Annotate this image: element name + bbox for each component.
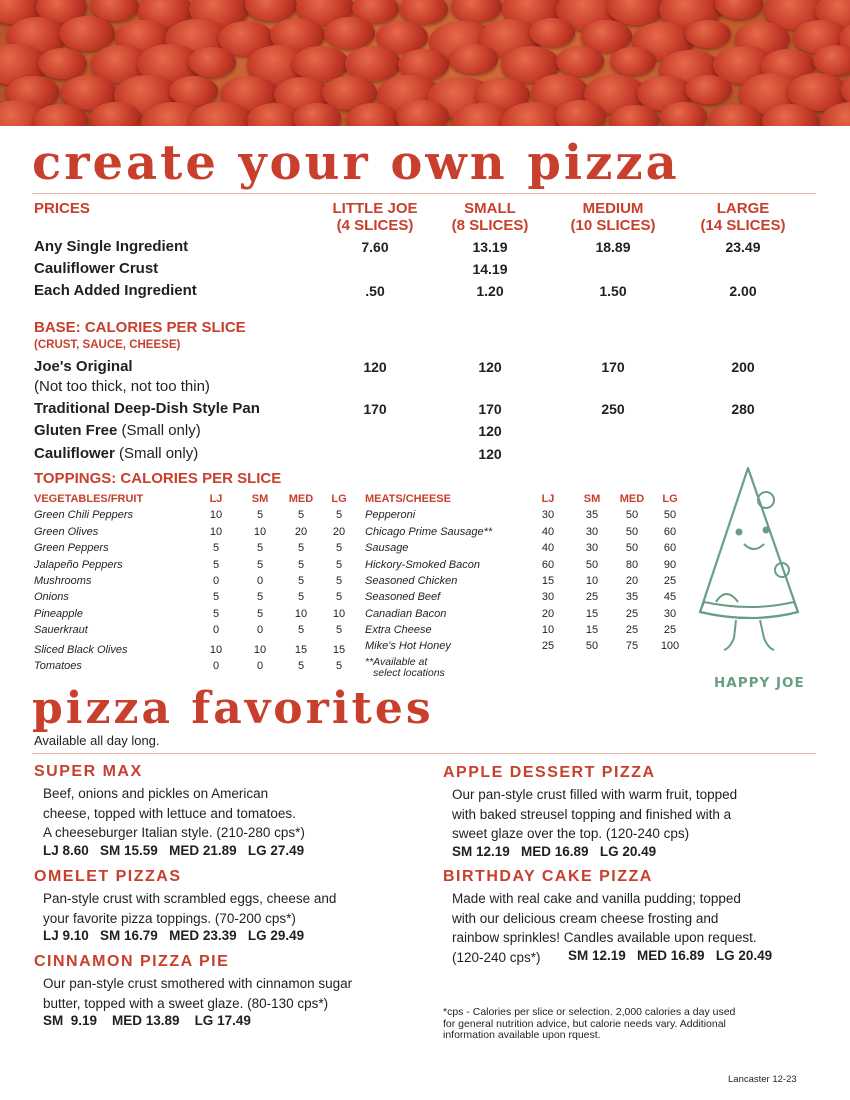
topping-name: Extra Cheese [365, 624, 432, 636]
favorite-description: Beef, onions and pickles on American [43, 786, 269, 801]
base-row-note: (Small only) [114, 445, 199, 462]
topping-calories: 90 [663, 559, 677, 571]
price-value: 14.19 [472, 261, 508, 277]
size-name-1: SMALL [464, 200, 516, 217]
base-value: 120 [478, 359, 502, 375]
pepperoni-slice [188, 47, 236, 77]
topping-calories: 25 [663, 624, 677, 636]
favorite-description: Our pan-style crust smothered with cinnamon sugar [43, 976, 353, 991]
topping-calories: 35 [625, 591, 639, 603]
topping-name: Pepperoni [365, 509, 416, 521]
base-value: 120 [478, 446, 502, 462]
topping-calories: 25 [585, 591, 599, 603]
favorite-description: your favorite pizza toppings. (70-200 cps*) [43, 910, 296, 926]
price-value: 23.49 [725, 239, 761, 255]
base-row-label: Traditional Deep-Dish Style Pan [34, 400, 260, 417]
base-row-label: Joe's Original [34, 358, 133, 375]
toppings-size-header: SM [251, 493, 269, 505]
topping-calories: 10 [209, 526, 223, 538]
size-name-3: LARGE [716, 200, 770, 217]
price-value: .50 [365, 283, 385, 299]
size-name-2: MEDIUM [582, 200, 644, 217]
pepperoni-slice [556, 46, 604, 76]
topping-calories: 5 [297, 575, 305, 587]
topping-name: Jalapeño Peppers [34, 559, 123, 571]
divider [32, 753, 816, 754]
favorite-description: butter, topped with a sweet glaze. (80-130 cps*) [43, 995, 329, 1011]
topping-calories: 20 [332, 526, 346, 538]
topping-calories: 5 [335, 575, 343, 587]
topping-name: Mike's Hot Honey [365, 640, 451, 652]
topping-calories: 5 [212, 591, 220, 603]
topping-calories: 40 [541, 526, 555, 538]
pepperoni-hero-image [0, 0, 850, 126]
favorite-title: OMELET PIZZAS [34, 868, 182, 885]
topping-calories: 0 [256, 624, 264, 636]
favorite-prices: LJ 8.60 SM 15.59 MED 21.89 LG 27.49 [43, 842, 305, 858]
topping-calories: 10 [541, 624, 555, 636]
footnote-line: *cps - Calories per slice or selection. 2,000 calories a day used [443, 1006, 736, 1018]
base-value: 120 [363, 359, 387, 375]
base-subheader: (CRUST, SAUCE, CHEESE) [34, 339, 181, 351]
topping-calories: 5 [212, 542, 220, 554]
favorite-prices: LJ 9.10 SM 16.79 MED 23.39 LG 29.49 [43, 928, 305, 943]
topping-name: Sliced Black Olives [34, 644, 128, 656]
price-value: 13.19 [472, 239, 508, 255]
topping-calories: 5 [256, 559, 264, 571]
topping-calories: 0 [212, 660, 220, 672]
topping-calories: 35 [585, 509, 599, 521]
base-row-note: (Small only) [117, 422, 201, 439]
size-slices-3: (14 SLICES) [700, 217, 786, 234]
favorite-description: cheese, topped with lettuce and tomatoes. [43, 805, 296, 821]
topping-calories: 25 [625, 608, 639, 620]
topping-calories: 30 [663, 608, 677, 620]
topping-name: Canadian Bacon [365, 608, 447, 620]
topping-calories: 15 [585, 608, 599, 620]
topping-calories: 60 [663, 526, 677, 538]
favorite-description: rainbow sprinkles! Candles available upon request. [452, 930, 757, 945]
topping-name: Onions [34, 591, 69, 603]
base-value: 170 [478, 401, 502, 417]
topping-calories: 50 [625, 526, 639, 538]
topping-calories: 25 [663, 575, 677, 587]
price-row-label: Any Single Ingredient [34, 238, 189, 255]
topping-calories: 45 [663, 591, 677, 603]
topping-name: Green Peppers [34, 542, 109, 554]
toppings-size-header: LG [662, 493, 678, 505]
pepperoni-slice [449, 44, 498, 74]
topping-calories: 25 [541, 640, 555, 652]
pepperoni-slice [685, 20, 731, 49]
topping-calories: 10 [253, 526, 267, 538]
favorite-title: SUPER MAX [34, 763, 143, 780]
base-row-label: (Not too thick, not too thin) [34, 378, 210, 395]
topping-calories: 60 [541, 559, 555, 571]
pepperoni-slice [813, 45, 850, 75]
price-value: 1.50 [599, 283, 627, 299]
size-slices-2: (10 SLICES) [570, 217, 656, 234]
favorite-title: APPLE DESSERT PIZZA [443, 764, 656, 781]
topping-calories: 50 [585, 559, 599, 571]
favorite-prices: SM 12.19 MED 16.89 LG 20.49 [452, 843, 657, 859]
pepperoni-slice [555, 100, 606, 126]
base-value: 250 [601, 401, 625, 417]
topping-calories: 5 [335, 591, 343, 603]
topping-calories: 10 [585, 575, 599, 587]
topping-calories: 5 [297, 559, 305, 571]
pepperoni-slice [292, 46, 349, 81]
topping-calories: 15 [585, 624, 599, 636]
toppings-col-header: MEATS/CHEESE [365, 493, 451, 505]
meat-footnote-2: select locations [373, 667, 445, 679]
favorite-title: CINNAMON PIZZA PIE [34, 953, 230, 970]
favorite-description: with baked streusel topping and finished with a [452, 806, 732, 822]
topping-calories: 80 [625, 559, 639, 571]
topping-calories: 20 [625, 575, 639, 587]
favorite-description: Made with real cake and vanilla pudding; topped [452, 891, 741, 906]
size-name-0: LITTLE JOE [332, 200, 418, 217]
topping-calories: 5 [297, 509, 305, 521]
topping-calories: 100 [660, 640, 680, 652]
topping-name: Mushrooms [34, 575, 92, 587]
pepperoni-slice [324, 17, 375, 49]
price-value: 7.60 [361, 239, 389, 255]
topping-calories: 30 [585, 526, 599, 538]
size-slices-0: (4 SLICES) [336, 217, 414, 234]
price-value: 1.20 [476, 283, 504, 299]
favorite-description: Pan-style crust with scrambled eggs, cheese and [43, 891, 337, 906]
topping-calories: 0 [256, 575, 264, 587]
footnote-line: for general nutrition advice, but calorie needs vary. Additional [443, 1017, 726, 1030]
topping-calories: 30 [585, 542, 599, 554]
location-footer: Lancaster 12-23 [728, 1074, 797, 1085]
price-value: 18.89 [595, 239, 631, 255]
pepperoni-slice [293, 103, 341, 126]
base-row-label: Cauliflower (Small only) [34, 445, 199, 462]
pepperoni-slice [660, 102, 707, 126]
topping-calories: 0 [212, 624, 220, 636]
topping-calories: 5 [297, 624, 305, 636]
meat-footnote-1: **Available at [365, 656, 428, 668]
favorite-prices: SM 9.19 MED 13.89 LG 17.49 [43, 1013, 251, 1028]
size-slices-1: (8 SLICES) [451, 217, 529, 234]
topping-calories: 10 [209, 644, 223, 656]
topping-calories: 10 [294, 608, 308, 620]
topping-calories: 15 [294, 644, 308, 656]
pepperoni-slice [59, 16, 115, 51]
toppings-size-header: LJ [209, 493, 223, 505]
topping-calories: 5 [212, 559, 220, 571]
topping-calories: 60 [663, 542, 677, 554]
pepperoni-slice [685, 75, 732, 104]
pepperoni-slice [396, 100, 449, 126]
favorite-description: A cheeseburger Italian style. (210-280 cps*) [43, 825, 305, 840]
toppings-size-header: MED [619, 493, 645, 505]
topping-calories: 10 [253, 644, 267, 656]
topping-calories: 15 [541, 575, 555, 587]
pepperoni-slice [38, 48, 87, 79]
topping-name: Seasoned Chicken [365, 575, 458, 587]
happy-joe-label: HAPPY JOE [714, 675, 805, 691]
divider [32, 193, 816, 194]
toppings-size-header: LJ [541, 493, 555, 505]
topping-name: Sausage [365, 542, 409, 554]
topping-calories: 5 [256, 509, 264, 521]
footnote-line: information available upon rquest. [443, 1029, 601, 1041]
topping-calories: 5 [256, 542, 264, 554]
topping-name: Seasoned Beef [365, 591, 441, 603]
topping-calories: 25 [625, 624, 639, 636]
base-value: 200 [731, 359, 755, 375]
toppings-size-header: LG [331, 493, 347, 505]
topping-calories: 5 [297, 660, 305, 672]
price-row-label: Each Added Ingredient [34, 282, 197, 299]
favorite-description: sweet glaze over the top. (120-240 cps) [452, 826, 690, 841]
topping-calories: 50 [625, 542, 639, 554]
topping-name: Tomatoes [34, 660, 82, 672]
base-value: 170 [601, 359, 625, 375]
favorite-prices: SM 12.19 MED 16.89 LG 20.49 [568, 947, 773, 963]
topping-calories: 40 [541, 542, 555, 554]
topping-name: Green Olives [34, 526, 99, 538]
topping-calories: 75 [625, 640, 639, 652]
pizza-favorites-title: pizza favorites [32, 683, 434, 734]
topping-name: Sauerkraut [34, 624, 88, 636]
topping-calories: 20 [294, 526, 308, 538]
topping-calories: 30 [541, 591, 555, 603]
base-row-label: Gluten Free (Small only) [34, 422, 201, 439]
topping-name: Hickory-Smoked Bacon [365, 559, 480, 571]
topping-calories: 15 [332, 644, 346, 656]
pepperoni-slice [347, 103, 399, 126]
toppings-size-header: SM [583, 493, 601, 505]
pepperoni-slice [451, 0, 501, 22]
topping-calories: 5 [256, 591, 264, 603]
create-your-own-title: create your own pizza [32, 135, 680, 191]
favorites-subtitle: Available all day long. [34, 733, 160, 748]
topping-calories: 5 [256, 608, 264, 620]
topping-calories: 50 [663, 509, 677, 521]
toppings-header: TOPPINGS: CALORIES PER SLICE [34, 470, 282, 487]
favorite-title: BIRTHDAY CAKE PIZZA [443, 868, 653, 885]
pepperoni-slice [610, 105, 659, 126]
topping-calories: 5 [297, 591, 305, 603]
topping-calories: 5 [212, 608, 220, 620]
topping-name: Chicago Prime Sausage** [365, 526, 493, 538]
pepperoni-slice [245, 0, 296, 21]
topping-calories: 5 [297, 542, 305, 554]
topping-calories: 5 [335, 624, 343, 636]
topping-calories: 0 [256, 660, 264, 672]
topping-calories: 0 [212, 575, 220, 587]
favorite-description: Our pan-style crust filled with warm fruit, topped [452, 787, 738, 802]
pepperoni-slice [529, 18, 576, 47]
topping-calories: 5 [335, 559, 343, 571]
pepperoni-slice [715, 0, 763, 19]
price-value: 2.00 [729, 283, 757, 299]
toppings-size-header: MED [288, 493, 314, 505]
topping-calories: 10 [332, 608, 346, 620]
prices-header: PRICES [34, 200, 90, 217]
topping-name: Green Chili Peppers [34, 509, 134, 521]
base-value: 170 [363, 401, 387, 417]
topping-calories: 10 [209, 509, 223, 521]
base-header: BASE: CALORIES PER SLICE [34, 319, 246, 336]
base-value: 280 [731, 401, 755, 417]
favorite-description: (120-240 cps*) [452, 949, 541, 965]
base-value: 120 [478, 423, 502, 439]
topping-name: Pineapple [34, 608, 83, 620]
toppings-col-header: VEGETABLES/FRUIT [34, 493, 144, 505]
favorite-description: with our delicious cream cheese frosting and [452, 910, 719, 926]
topping-calories: 5 [335, 542, 343, 554]
topping-calories: 20 [541, 608, 555, 620]
topping-calories: 30 [541, 509, 555, 521]
topping-calories: 50 [585, 640, 599, 652]
topping-calories: 5 [335, 509, 343, 521]
topping-calories: 50 [625, 509, 639, 521]
price-row-label: Cauliflower Crust [34, 260, 159, 277]
topping-calories: 5 [335, 660, 343, 672]
happy-joe-mascot-icon [696, 462, 806, 662]
pepperoni-slice [610, 47, 656, 76]
